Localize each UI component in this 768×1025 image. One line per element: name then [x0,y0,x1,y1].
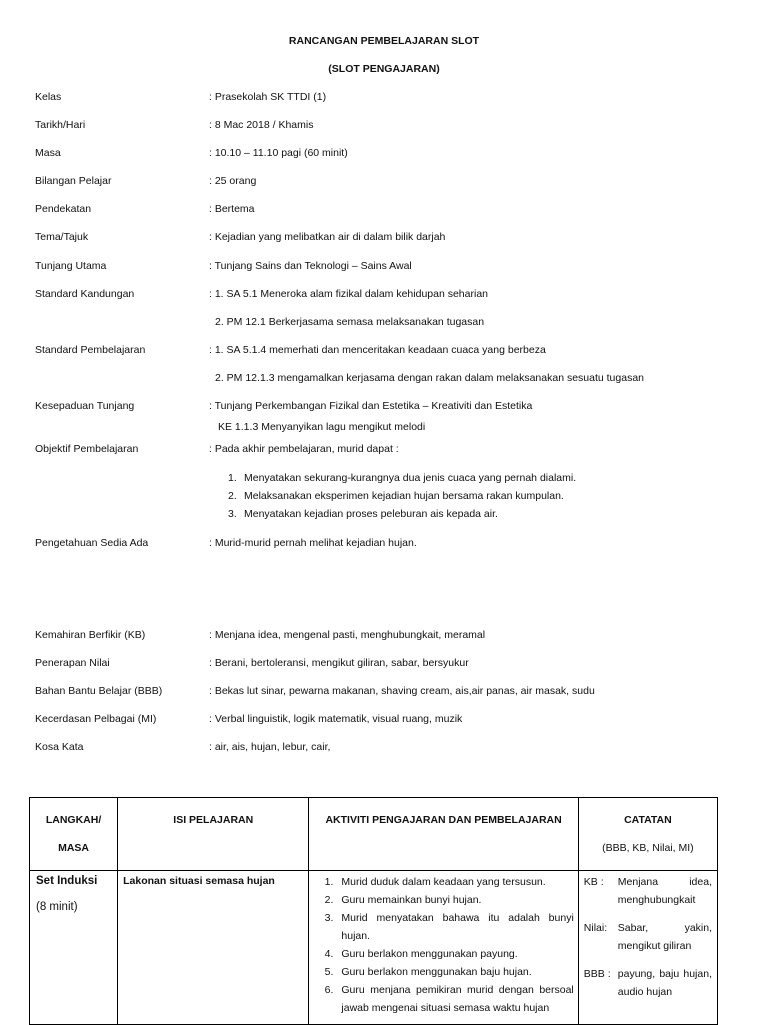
field-label: Masa [35,147,61,159]
note-kb [584,873,712,909]
item-number: 2. [324,894,334,906]
item-number: 5. [324,966,334,978]
list-item [315,945,573,963]
item-text: Menyatakan kejadian proses peleburan ais kepada air. [244,508,498,520]
field-value: : 1. SA 5.1.4 memerhati dan menceritakan keadaan cuaca yang berbeza [209,344,546,356]
header-content-label: ISI PELAJARAN [173,814,254,826]
cell-content [118,871,309,1025]
item-text: Menyatakan sekurang-kurangnya dua jenis cuaca yang pernah dialami. [244,472,577,484]
field-label: Kecerdasan Pelbagai (MI) [35,713,157,725]
field-label: Pengetahuan Sedia Ada [35,537,149,549]
item-text: Guru berlakon menggunakan baju hujan. [341,966,532,978]
content-text: Lakonan situasi semasa hujan [123,875,275,887]
field-value: : Bertema [209,203,255,215]
field-value: : Murid-murid pernah melihat kejadian hujan. [209,537,417,549]
header-step-line1: LANGKAH/ [45,814,102,826]
list-item [228,469,576,487]
field-label: Bahan Bantu Belajar (BBB) [35,685,163,697]
activity-list [309,871,577,1017]
doc-title: RANCANGAN PEMBELAJARAN SLOT [288,35,480,47]
note-key: Nilai: [583,922,608,934]
header-notes-line2: (BBB, KB, Nilai, MI) [602,842,694,854]
field-label: Pendekatan [35,203,92,215]
field-value: : Menjana idea, mengenal pasti, menghubungkait, meramal [209,629,486,641]
header-step [30,798,118,871]
item-text: Murid menyatakan bahawa itu adalah bunyi hujan. [341,912,574,942]
item-text: Murid duduk dalam keadaan yang tersusun. [341,876,546,888]
field-value: : Bekas lut sinar, pewarna makanan, shaving cream, ais,air panas, air masak, sudu [209,685,595,697]
field-value: : 1. SA 5.1 Meneroka alam fizikal dalam kehidupan seharian [209,288,488,300]
lesson-table [29,797,718,1025]
item-text: Guru menjana pemikiran murid dengan bersoal jawab mengenai situasi semasa waktu hujan [341,984,574,1014]
field-value: : 25 orang [209,175,257,187]
field-value-line2: 2. PM 12.1 Berkerjasama semasa melaksanakan tugasan [215,316,485,328]
list-item [315,873,573,891]
item-number: 3. [324,912,334,924]
field-value: : Kejadian yang melibatkan air di dalam bilik darjah [209,231,446,243]
list-item [315,963,573,981]
field-label: Tarikh/Hari [35,119,86,131]
cell-step [30,871,118,1025]
field-label: Kosa Kata [35,741,84,753]
field-value: : Berani, bertoleransi, mengikut giliran, sabar, bersyukur [209,657,469,669]
header-activity-label: AKTIVITI PENGAJARAN DAN PEMBELAJARAN [325,814,562,826]
field-label: Standard Kandungan [35,288,135,300]
field-label: Penerapan Nilai [35,657,110,669]
field-label: Kesepaduan Tunjang [35,400,135,412]
list-item [228,487,576,505]
table-header-row [30,798,718,871]
list-item [315,891,573,909]
stage-time: (8 minit) [36,901,78,913]
item-number: 6. [324,984,334,996]
field-label: Bilangan Pelajar [35,175,112,187]
header-content [118,798,309,871]
item-number: 2. [228,490,237,502]
field-value: : Prasekolah SK TTDI (1) [209,91,327,103]
field-value: : Tunjang Perkembangan Fizikal dan Estetika – Kreativiti dan Estetika [209,400,533,412]
header-notes [578,798,717,871]
note-key: BBB : [583,968,611,980]
field-value: : Tunjang Sains dan Teknologi – Sains Awal [209,260,412,272]
cell-activity [309,871,578,1025]
cell-notes [578,871,717,1025]
field-label: Objektif Pembelajaran [35,443,139,455]
item-number: 3. [228,508,237,520]
note-bbb [584,965,712,1001]
item-text: Guru memainkan bunyi hujan. [341,894,482,906]
note-key: KB : [583,876,604,888]
field-value: : 8 Mac 2018 / Khamis [209,119,314,131]
header-activity [309,798,578,871]
note-value: Menjana idea, menghubungkait [617,876,712,906]
item-text: Melaksanakan eksperimen kejadian hujan bersama rakan kumpulan. [244,490,564,502]
item-text: Guru berlakon menggunakan payung. [341,948,518,960]
field-label: Tunjang Utama [35,260,107,272]
item-number: 1. [324,876,334,888]
list-item [315,909,573,945]
item-number: 1. [228,472,237,484]
field-label: Tema/Tajuk [35,231,89,243]
field-value: : Pada akhir pembelajaran, murid dapat : [209,443,399,455]
objectives-list [228,469,576,523]
note-nilai [584,919,712,955]
item-number: 4. [324,948,334,960]
field-value: : Verbal linguistik, logik matematik, visual ruang, muzik [209,713,463,725]
field-label: Kelas [35,91,62,103]
list-item [228,505,576,523]
list-item [315,981,573,1017]
header-step-line2: MASA [58,842,90,854]
note-value: Sabar, yakin, mengikut giliran [617,922,712,952]
field-label: Kemahiran Berfikir (KB) [35,629,146,641]
field-value: : air, ais, hujan, lebur, cair, [209,741,331,753]
doc-subtitle: (SLOT PENGAJARAN) [328,63,440,75]
field-value-line2: 2. PM 12.1.3 mengamalkan kerjasama dengan rakan dalam melaksanakan sesuatu tugasan [215,372,645,384]
field-label: Standard Pembelajaran [35,344,146,356]
field-value: : 10.10 – 11.10 pagi (60 minit) [209,147,348,159]
stage-name: Set Induksi [36,875,98,887]
note-value: payung, baju hujan, audio hujan [617,968,712,998]
field-value-line2: KE 1.1.3 Menyanyikan lagu mengikut melodi [218,421,426,433]
header-notes-line1: CATATAN [624,814,672,826]
table-row [30,871,718,1025]
